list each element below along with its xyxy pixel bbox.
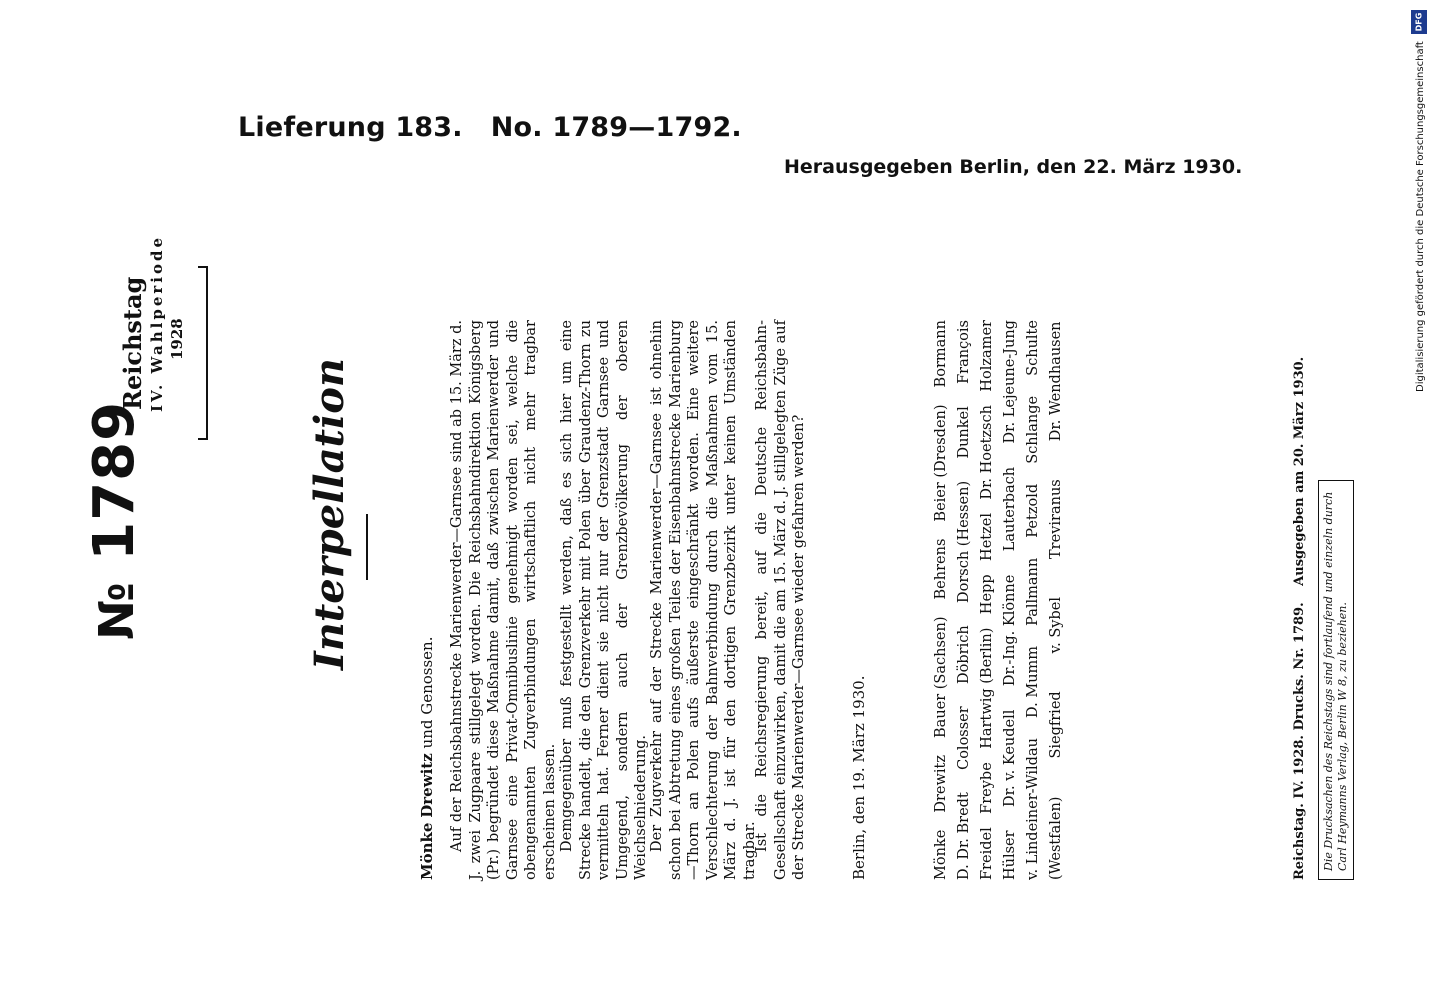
rotated-document [60, 234, 1360, 880]
signer: Petzold [1025, 483, 1041, 538]
signers-row [1022, 320, 1045, 880]
signer: Dr. Wendhausen [1048, 321, 1064, 442]
signer: Freidel [979, 827, 995, 880]
signer: François [956, 320, 972, 384]
signer: Schlange [1025, 395, 1041, 464]
signer: Döbrich [956, 625, 972, 684]
number-value: 1789 [82, 400, 147, 561]
signer: Dr.-Ing. Klönne [1002, 574, 1018, 687]
signers-row [1045, 320, 1068, 880]
print-reference: Reichstag. IV. 1928. Drucks. Nr. 1789. [1292, 602, 1307, 880]
signer: Beier (Dresden) [933, 404, 949, 522]
period-year: 1928 [168, 318, 186, 360]
signer: Lauterbach [1002, 466, 1018, 552]
signer: (Westfalen) [1048, 796, 1064, 880]
paragraph: Demgegenüber muß festgestellt werden, daß es sich hier um eine Strecke handelt, die den Grenzverkehr mit Polen über Graudenz-Thorn zu vermitteln hat. Ferner dient sie nicht nur der Grenzstadt Garnsee und Umgegend, sondern auch der Grenzbevölkerung der oberen Weichselniederung. [559, 320, 649, 880]
signer: Holzamer [979, 320, 995, 392]
signer: Hepp [979, 574, 995, 615]
signer: Hartwig (Berlin) [979, 627, 995, 749]
brace-divider [198, 266, 208, 440]
title-rule [366, 514, 368, 580]
signers-row [999, 320, 1022, 880]
publication-date: Herausgegeben Berlin, den 22. März 1930. [784, 156, 1243, 178]
dfg-logo: DFG [1411, 10, 1427, 34]
signer: Dr. Lejeune-Jung [1002, 320, 1018, 444]
number-sign: № [89, 581, 145, 640]
signer: v. Sybel [1048, 596, 1064, 654]
signers-list [930, 320, 1068, 880]
reichstag-title: Reichstag [118, 276, 147, 410]
signers-row [976, 320, 999, 880]
signer: Treviranus [1048, 479, 1064, 559]
delivery-number: Lieferung 183. [238, 112, 463, 143]
signer: D. Dr. Bredt [956, 792, 972, 880]
print-footer [1292, 357, 1307, 880]
signer: Dorsch (Hessen) [956, 480, 972, 603]
authors-suffix: und Genossen. [418, 636, 436, 749]
paragraph: Auf der Reichsbahnstrecke Marienwerder—Garnsee sind ab 15. März d. J. zwei Zugpaare stillgelegt worden. Die Reichsbahndirektion Königsberg (Pr.) begründet diese Maßnahme damit, daß zwischen Marienwerder und Garnsee eine Privat-Omnibuslinie genehmigt worden sei, welche die obengenannten Zugverbindungen wirtschaftlich nicht mehr tragbar erscheinen lassen. [449, 320, 558, 880]
signer: v. Lindeiner-Wildau [1025, 738, 1041, 880]
issue-date: Ausgegeben am 20. März 1930. [1292, 356, 1307, 586]
document-type: Interpellation [306, 358, 353, 670]
signer: Behrens [933, 538, 949, 600]
signers-row [953, 320, 976, 880]
paragraph: Ist die Reichsregierung bereit, auf die Deutsche Reichsbahn-Gesellschaft einzuwirken, damit die am 15. März d. J. stillgelegten Züge auf der Strecke Marienwerder—Garnsee wieder gefahren werden? [754, 320, 807, 880]
publisher-notice: Die Drucksachen des Reichstags sind fortlaufend und einzeln durch Carl Heymanns Verlag, Berlin W 8, zu beziehen. [1318, 480, 1354, 880]
signer: Siegfried [1048, 691, 1064, 759]
signer: Pallmann [1025, 557, 1041, 626]
signer: D. Mumm [1025, 645, 1041, 718]
legislative-period: IV. Wahlperiode [148, 234, 166, 412]
signer: Hülser [1002, 830, 1018, 880]
signer: Dunkel [956, 406, 972, 459]
signature-date: Berlin, den 19. März 1930. [850, 675, 868, 880]
signer: Mönke [933, 829, 949, 880]
signer: Dr. Hoetzsch [979, 405, 995, 500]
signer: Schulte [1025, 320, 1041, 376]
authors-line [418, 637, 436, 880]
paragraph: Der Zugverkehr auf der Strecke Marienwerder—Garnsee ist ohnehin schon bei Abtretung eines großen Teiles der Eisenbahnstrecke Marienburg—Thorn an Polen aufs äußerste eingeschränkt worden. Eine weitere Verschlechterung der Bahnverbindung durch die Maßnahmen vom 15. März d. J. ist für den dortigen Grenzbezirk unter keinen Umständen tragbar. [649, 320, 758, 880]
document-range: No. 1789—1792. [490, 112, 742, 143]
signer: Hetzel [979, 513, 995, 561]
lead-author: Mönke [418, 822, 436, 880]
signer: Bormann [933, 320, 949, 388]
signers-row [930, 320, 953, 880]
signer: Drewitz [933, 755, 949, 813]
delivery-header [238, 112, 742, 143]
signer: Dr. v. Keudell [1002, 709, 1018, 807]
signer: Freybe [979, 762, 995, 814]
digitization-credit: Digitalisierung gefördert durch die Deutsche Forschungsgemeinschaft [1415, 41, 1426, 392]
second-author: Drewitz [418, 753, 436, 818]
signer: Bauer (Sachsen) [933, 616, 949, 738]
signer: Colosser [956, 706, 972, 770]
document-number [82, 401, 147, 640]
